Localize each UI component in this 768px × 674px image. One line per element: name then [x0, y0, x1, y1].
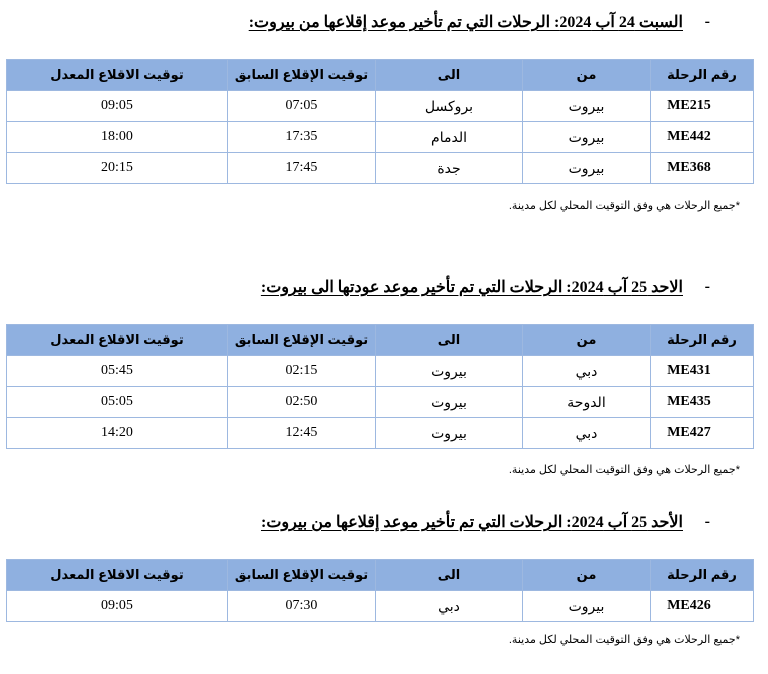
table-row: [7, 122, 754, 153]
col-header-flight: رقم الرحلة: [651, 325, 754, 356]
destination-city: بيروت: [376, 418, 523, 449]
table-row: [7, 356, 754, 387]
previous-departure-time: 02:15: [228, 356, 376, 387]
destination-city: بروكسل: [376, 91, 523, 122]
col-header-new-time: توقيت الاقلاع المعدل: [7, 60, 228, 91]
table-row: [7, 153, 754, 184]
col-header-new-time: توقيت الاقلاع المعدل: [7, 560, 228, 591]
col-header-prev-time: توقيت الإقلاع السابق: [228, 560, 376, 591]
origin-city: دبي: [523, 418, 651, 449]
previous-departure-time: 07:05: [228, 91, 376, 122]
col-header-from: من: [523, 560, 651, 591]
col-header-from: من: [523, 325, 651, 356]
revised-departure-time: 05:05: [7, 387, 228, 418]
col-header-prev-time: توقيت الإقلاع السابق: [228, 325, 376, 356]
col-header-to: الى: [376, 325, 523, 356]
timezone-note: *جميع الرحلات هي وفق التوقيت المحلي لكل مدينة.: [508, 464, 740, 476]
destination-city: جدة: [376, 153, 523, 184]
flight-number: ME215: [651, 91, 754, 122]
previous-departure-time: 12:45: [228, 418, 376, 449]
col-header-flight: رقم الرحلة: [651, 60, 754, 91]
bullet-dash: -: [704, 13, 710, 30]
col-header-flight: رقم الرحلة: [651, 560, 754, 591]
timezone-note: *جميع الرحلات هي وفق التوقيت المحلي لكل مدينة.: [508, 200, 740, 212]
table-header-row: [7, 325, 754, 356]
revised-departure-time: 14:20: [7, 418, 228, 449]
table-row: [7, 387, 754, 418]
revised-departure-time: 05:45: [7, 356, 228, 387]
revised-departure-time: 18:00: [7, 122, 228, 153]
table-row: [7, 591, 754, 622]
heading-text: الاحد 25 آب 2024: الرحلات التي تم تأخير موعد عودتها الى بيروت:: [260, 279, 683, 296]
col-header-to: الى: [376, 60, 523, 91]
origin-city: بيروت: [523, 153, 651, 184]
table-row: [7, 418, 754, 449]
flight-number: ME435: [651, 387, 754, 418]
col-header-prev-time: توقيت الإقلاع السابق: [228, 60, 376, 91]
heading-text: الأحد 25 آب 2024: الرحلات التي تم تأخير موعد إقلاعها من بيروت:: [260, 514, 683, 531]
previous-departure-time: 07:30: [228, 591, 376, 622]
origin-city: بيروت: [523, 591, 651, 622]
revised-departure-time: 09:05: [7, 591, 228, 622]
timezone-note: *جميع الرحلات هي وفق التوقيت المحلي لكل مدينة.: [508, 634, 740, 646]
bullet-dash: -: [704, 278, 710, 295]
flights-table: [6, 324, 754, 449]
origin-city: الدوحة: [523, 387, 651, 418]
bullet-dash: -: [704, 513, 710, 530]
revised-departure-time: 20:15: [7, 153, 228, 184]
origin-city: دبي: [523, 356, 651, 387]
col-header-new-time: توقيت الاقلاع المعدل: [7, 325, 228, 356]
origin-city: بيروت: [523, 91, 651, 122]
table-row: [7, 91, 754, 122]
destination-city: دبي: [376, 591, 523, 622]
section-heading: [261, 513, 683, 533]
heading-text: السبت 24 آب 2024: الرحلات التي تم تأخير موعد إقلاعها من بيروت:: [248, 14, 683, 31]
flights-table: [6, 59, 754, 184]
flight-number: ME431: [651, 356, 754, 387]
destination-city: بيروت: [376, 387, 523, 418]
origin-city: بيروت: [523, 122, 651, 153]
section-heading: [249, 13, 683, 33]
flights-table: [6, 559, 754, 622]
section-heading: [261, 278, 683, 298]
previous-departure-time: 17:35: [228, 122, 376, 153]
table-header-row: [7, 60, 754, 91]
col-header-to: الى: [376, 560, 523, 591]
revised-departure-time: 09:05: [7, 91, 228, 122]
flight-number: ME442: [651, 122, 754, 153]
table-header-row: [7, 560, 754, 591]
flight-number: ME368: [651, 153, 754, 184]
previous-departure-time: 02:50: [228, 387, 376, 418]
flight-number: ME426: [651, 591, 754, 622]
previous-departure-time: 17:45: [228, 153, 376, 184]
flight-number: ME427: [651, 418, 754, 449]
col-header-from: من: [523, 60, 651, 91]
destination-city: الدمام: [376, 122, 523, 153]
destination-city: بيروت: [376, 356, 523, 387]
